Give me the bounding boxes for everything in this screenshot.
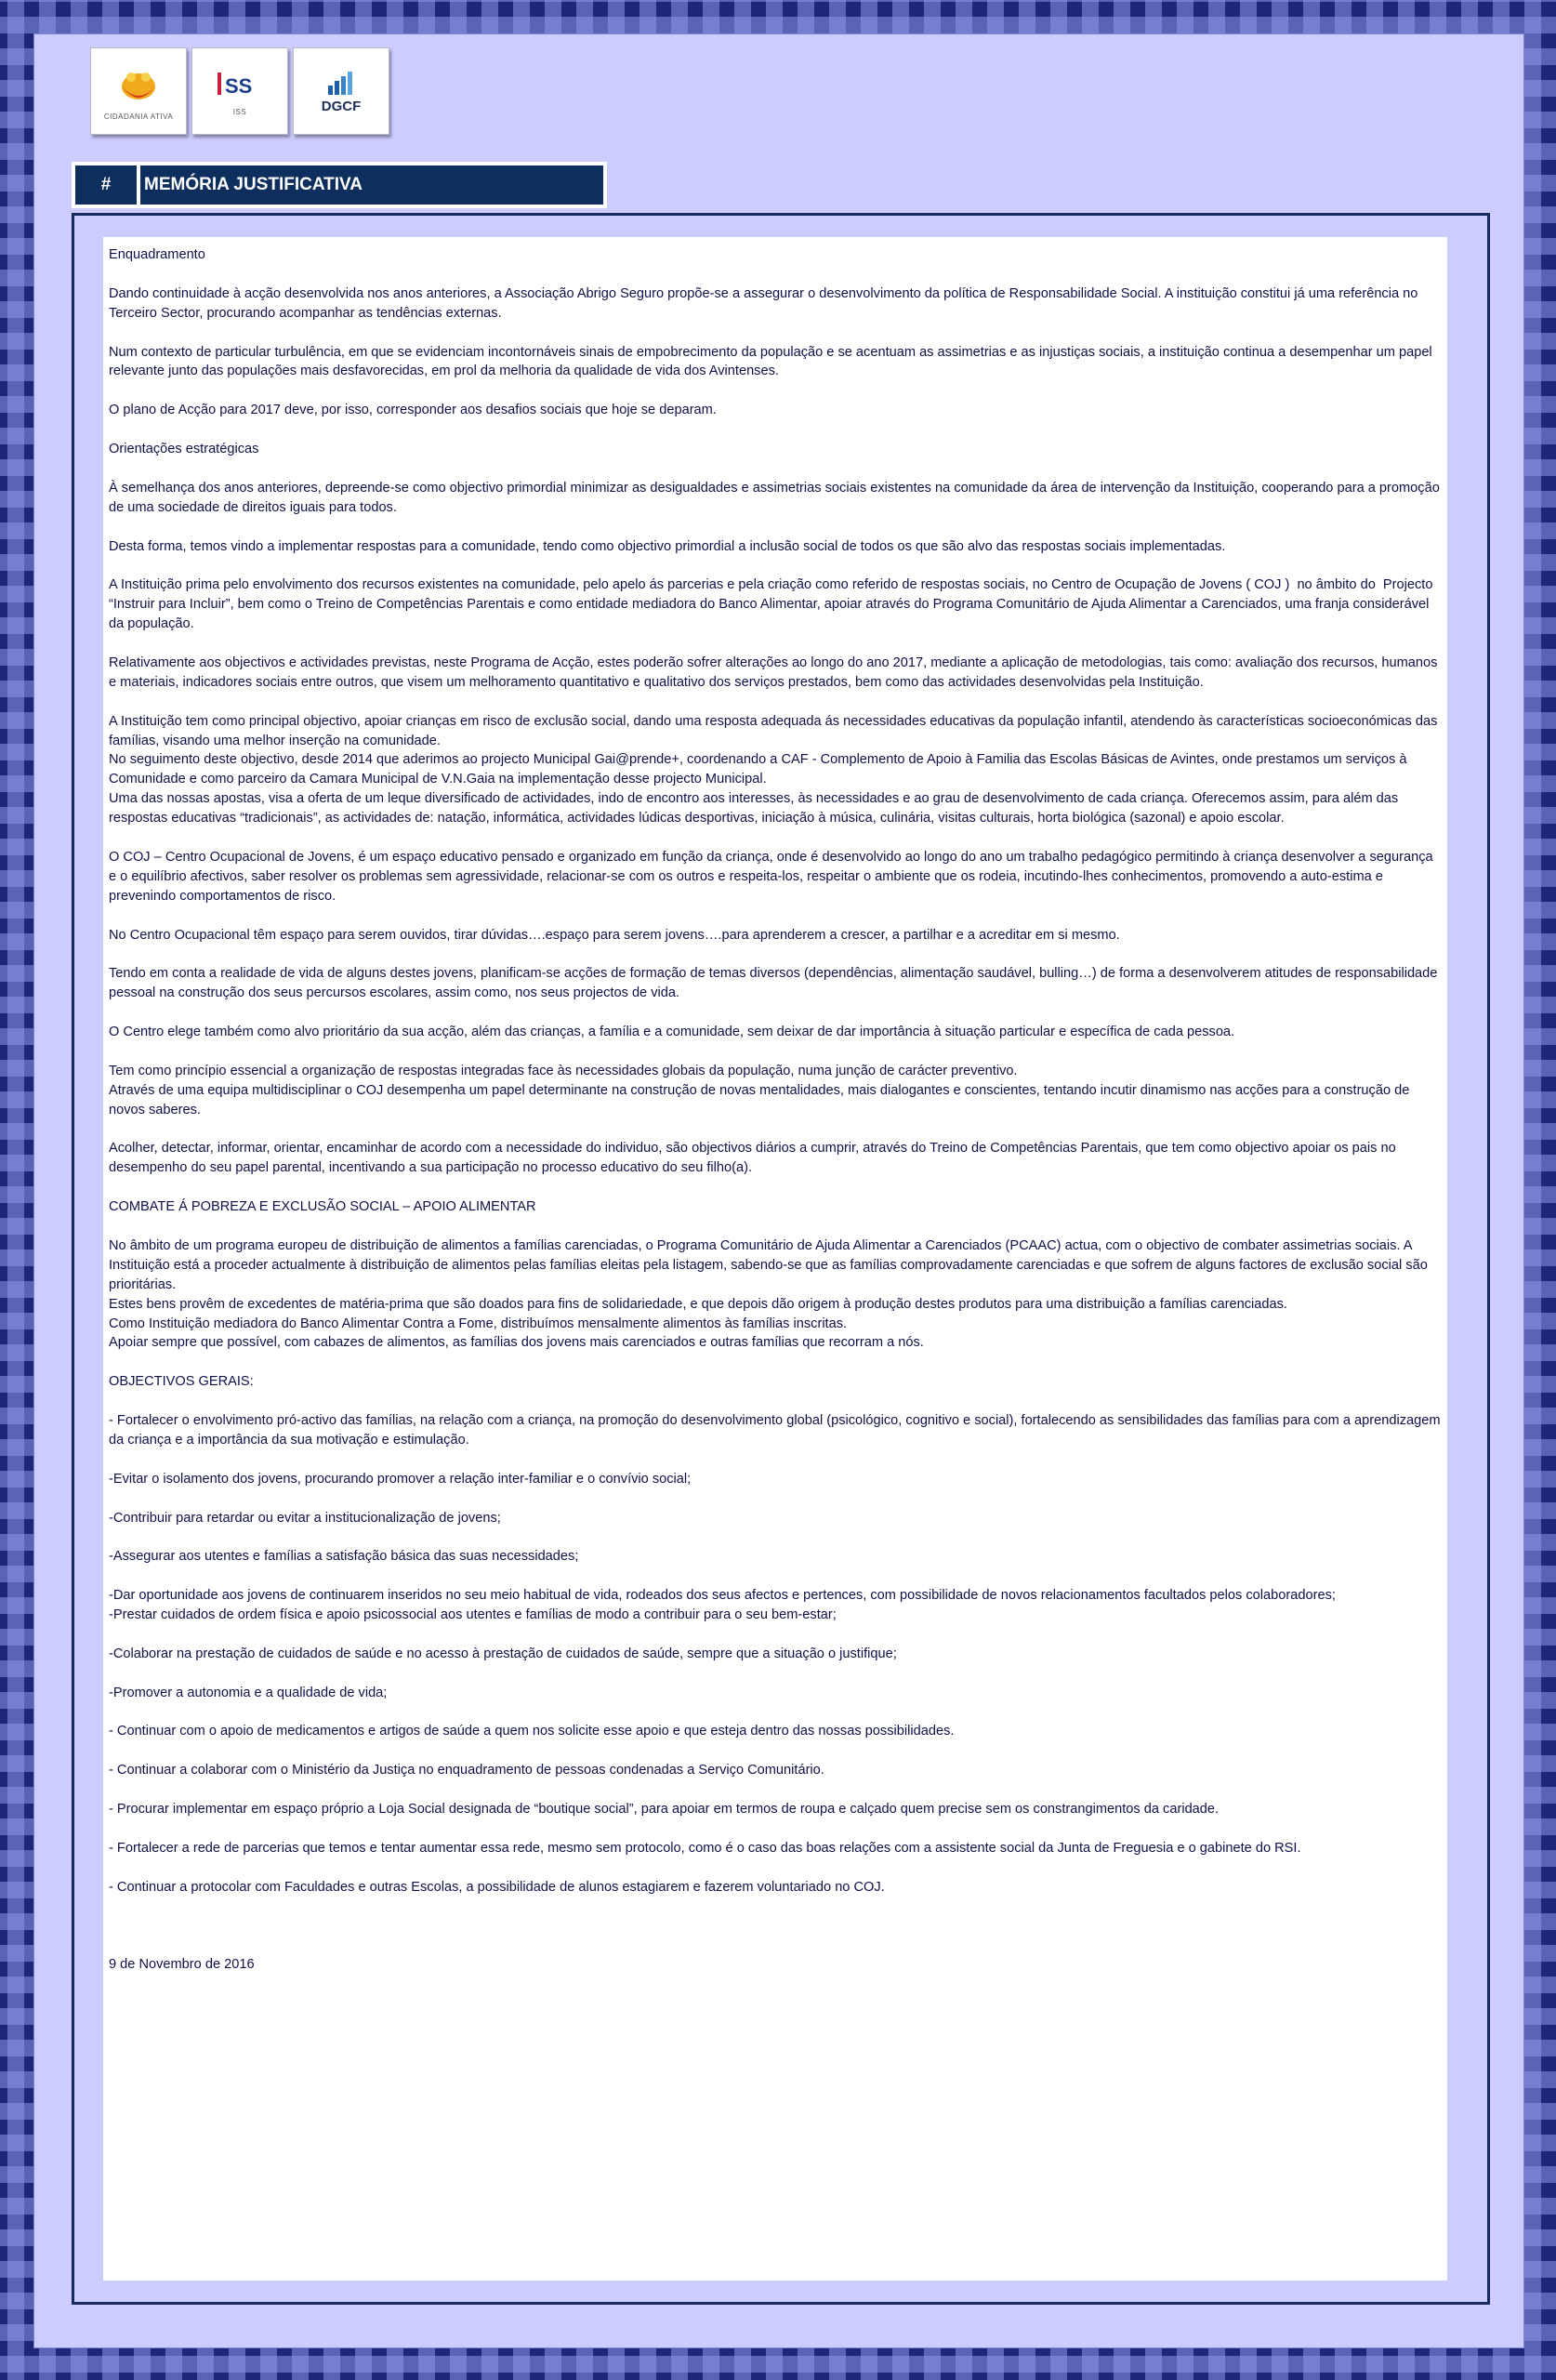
blank-line bbox=[109, 459, 1441, 479]
body-paragraph: Uma das nossas apostas, visa a oferta de um leque diversificado de actividades, indo de encontro aos interesses, às necessidades e ao grau de desenvolvimento de cada criança. Oferecemos assim, para além das respostas educativas “tradicionais”, as actividades de: natação, informática, actividades lúdicas desportivas, iniciação à música, culinária, visitas culturais, horta biológica (sazonal) e apoio escolar. bbox=[109, 791, 1403, 826]
body-paragraph: -Promover a autonomia e a qualidade de vida; bbox=[109, 1685, 388, 1700]
iss-logo-icon bbox=[212, 67, 268, 104]
cidadania-logo-text: CIDADANIA ATIVA bbox=[103, 112, 174, 121]
blank-line bbox=[109, 1819, 1441, 1839]
blank-line bbox=[109, 906, 1441, 926]
blank-line bbox=[109, 1042, 1441, 1062]
blank-line bbox=[109, 381, 1441, 401]
blank-line bbox=[109, 1450, 1441, 1470]
body-paragraph: Dando continuidade à acção desenvolvida nos anos anteriores, a Associação Abrigo Seguro propõe-se a assegurar o desenvolvimento da política de Responsabilidade Social. A instituição constitui já uma referência no Terceiro Sector, procurando acompanhar as tendências externas. bbox=[109, 285, 1422, 321]
blank-line bbox=[109, 1120, 1441, 1140]
dgcf-logo bbox=[293, 47, 389, 135]
body-paragraph: O Centro elege também como alvo prioritário da sua acção, além das crianças, a família e a comunidade, sem deixar de dar importância à situação particular e específica de cada pessoa. bbox=[109, 1025, 1235, 1040]
iss-logo-text: ISS bbox=[232, 107, 247, 116]
body-paragraph: COMBATE Á POBREZA E EXCLUSÃO SOCIAL – APOIO ALIMENTAR bbox=[109, 1199, 536, 1215]
section-number: # bbox=[75, 165, 137, 205]
body-paragraph: A Instituição tem como principal objectivo, apoiar crianças em risco de exclusão social, dando uma resposta adequada ás necessidades educativas da população infantil, atendendo às características socioeconómicas das famílias, visando uma melhor inserção na comunidade. bbox=[109, 713, 1442, 748]
blank-line bbox=[109, 1178, 1441, 1197]
body-paragraph: - Fortalecer a rede de parcerias que temos e tentar aumentar essa rede, mesmo sem protocolo, como é o caso das boas relações com a assistente social da Junta de Freguesia e o gabinete do RSI. bbox=[109, 1840, 1301, 1856]
blank-line bbox=[109, 1353, 1441, 1372]
body-paragraph: O COJ – Centro Ocupacional de Jovens, é um espaço educativo pensado e organizado em função da criança, onde é desenvolvido ao longo do ano um trabalho pedagógico permitindo à criança desenvolver a segurança e o equilíbrio afectivos, saber resolver os problemas sem agressividade, relacionar-se com os outros e respeita-los, respeitar o ambiente que os rodeia, incutindo-lhes conhecimentos, promovendo a auto-estima e prevenindo comportamentos de risco. bbox=[109, 849, 1437, 904]
blank-line bbox=[109, 1741, 1441, 1761]
blank-line bbox=[109, 518, 1441, 537]
blank-line bbox=[109, 1392, 1441, 1411]
body-paragraph: Acolher, detectar, informar, orientar, encaminhar de acordo com a necessidade do individuo, são objectivos diários a cumprir, através do Treino de Competências Parentais, que tem como objectivo apoiar os pais no desempenho do seu papel parental, incentivando a sua participação no processo educativo do seu filho(a). bbox=[109, 1141, 1400, 1176]
body-paragraph: À semelhança dos anos anteriores, depreende-se como objectivo primordial minimizar as desigualdades e assimetrias sociais existentes na comunidade da área de intervenção da Instituição, cooperando para a promoção de uma sociedade de direitos iguais para todos. bbox=[109, 480, 1444, 515]
blank-line bbox=[109, 945, 1441, 964]
blank-line bbox=[109, 828, 1441, 848]
body-paragraph: Tendo em conta a realidade de vida de alguns destes jovens, planificam-se acções de formação de temas diversos (dependências, alimentação saudável, bulling…) de forma a desenvolverem atitudes de responsabilidade pessoal na construção dos seus percursos escolares, assim como, nos seus projectos de vida. bbox=[109, 966, 1442, 1001]
blank-line bbox=[109, 1527, 1441, 1547]
body-paragraph: Através de uma equipa multidisciplinar o COJ desempenha um papel determinante na construção de novas mentalidades, mais dialogantes e conscientes, tentando incutir dinamismo nas acções para a construção de novos saberes. bbox=[109, 1082, 1414, 1117]
body-paragraph: - Continuar com o apoio de medicamentos e artigos de saúde a quem nos solicite esse apoio e que esteja dentro das nossas possibilidades. bbox=[109, 1724, 955, 1739]
body-paragraph: Relativamente aos objectivos e actividades previstas, neste Programa de Acção, estes poderão sofrer alterações ao longo do ano 2017, mediante a aplicação de metodologias, tais como: avaliação dos recursos, humanos e materiais, indicadores sociais entre outros, que visem um melhoramento quantitativo e qualitativo dos serviços prestados, bem como das actividades desenvolvidas pela Instituição. bbox=[109, 654, 1442, 690]
body-paragraph: -Dar oportunidade aos jovens de continuarem inseridos no seu meio habitual de vida, rodeados dos seus afectos e pertences, com possibilidade de novos relacionamentos facultados pelos colaboradores; bbox=[109, 1588, 1336, 1604]
dgcf-bars-icon bbox=[323, 69, 360, 97]
cidadania-logo bbox=[90, 47, 187, 135]
blank-line bbox=[109, 1858, 1441, 1878]
body-paragraph: - Continuar a protocolar com Faculdades e outras Escolas, a possibilidade de alunos estagiarem e fazerem voluntariado no COJ. bbox=[109, 1879, 885, 1895]
blank-line bbox=[109, 324, 1441, 343]
blank-line bbox=[109, 1897, 1441, 1917]
body-paragraph: Apoiar sempre que possível, com cabazes de alimentos, as famílias dos jovens mais carenciados e outras famílias que recorram a nós. bbox=[109, 1335, 924, 1351]
body-paragraph: No âmbito de um programa europeu de distribuição de alimentos a famílias carenciadas, o Programa Comunitário de Ajuda Alimentar a Carenciados (PCAAC) actua, com o objectivo de combater assimetrias sociais. A Instituição está a proceder actualmente à distribuição de alimentos pelas famílias eleitas pela listagem, sabendo-se que as famílias comprovadamente carenciadas e que sofrem de alguns factores de exclusão social são prioritárias. bbox=[109, 1237, 1431, 1292]
body-paragraph: -Evitar o isolamento dos jovens, procurando promover a relação inter-familiar e o convívio social; bbox=[109, 1471, 692, 1487]
blank-line bbox=[109, 1936, 1441, 1955]
body-paragraph: No seguimento deste objectivo, desde 2014 que aderimos ao projecto Municipal Gai@prende+, coordenando a CAF - Complemento de Apoio à Familia das Escolas Básicas de Avintes, onde prestamos um serviços à Comunidade e como parceiro da Camara Municipal de V.N.Gaia na implementação desse projecto Municipal. bbox=[109, 752, 1411, 787]
body-paragraph: No Centro Ocupacional têm espaço para serem ouvidos, tirar dúvidas….espaço para serem jovens….para aprenderem a crescer, a partilhar e a acreditar em si mesmo. bbox=[109, 927, 1120, 943]
iss-logo bbox=[191, 47, 288, 135]
body-paragraph: - Fortalecer o envolvimento pró-activo das famílias, na relação com a criança, na promoção do desenvolvimento global (psicológico, cognitivo e social), fortalecendo as sensibilidades das famílias para com a aprendizagem da criança e a importância da sua motivação e estimulação. bbox=[109, 1413, 1444, 1448]
body-paragraph: Desta forma, temos vindo a implementar respostas para a comunidade, tendo como objectivo primordial a inclusão social de todos os que são alvo das respostas sociais implementadas. bbox=[109, 538, 1226, 554]
section-title: MEMÓRIA JUSTIFICATIVA bbox=[140, 165, 603, 205]
blank-line bbox=[109, 265, 1441, 284]
blank-line bbox=[109, 556, 1441, 575]
body-paragraph: Orientações estratégicas bbox=[109, 442, 259, 456]
body-paragraph: - Procurar implementar em espaço próprio a Loja Social designada de “boutique social”, para apoiar em termos de roupa e calçado quem precise sem os constrangimentos da caridade. bbox=[109, 1802, 1220, 1818]
body-paragraph: Como Instituição mediadora do Banco Alimentar Contra a Fome, distribuímos mensalmente alimentos às famílias inscritas. bbox=[109, 1316, 848, 1331]
body-paragraph: A Instituição prima pelo envolvimento dos recursos existentes na comunidade, pelo apelo ás parcerias e pela criação como referido de respostas sociais, no Centro de Ocupação de Jovens ( COJ ) no âmbito do Projecto “Instruir para Incluir”, bem como o Treino de Competências Parentais e como entidade mediadora do Banco Alimentar, apoiar através do Programa Comunitário de Ajuda Alimentar a Carenciados, uma franja considerável da população. bbox=[109, 577, 1437, 632]
section-heading bbox=[72, 162, 607, 208]
page bbox=[33, 33, 1524, 2348]
blank-line bbox=[109, 1625, 1441, 1645]
blank-line bbox=[109, 1703, 1441, 1723]
blank-line bbox=[109, 1489, 1441, 1509]
blank-line bbox=[109, 420, 1441, 440]
blank-line bbox=[109, 1567, 1441, 1586]
blank-line bbox=[109, 1664, 1441, 1684]
body-paragraph: -Assegurar aos utentes e famílias a satisfação básica das suas necessidades; bbox=[109, 1549, 579, 1565]
blank-line bbox=[109, 634, 1441, 654]
blank-line bbox=[109, 693, 1441, 712]
body-paragraph: Estes bens provêm de excedentes de matéria-prima que são doados para fins de solidariedade, e que depois dão origem à produção destes produtos para uma distribuição a famílias carenciadas. bbox=[109, 1296, 1287, 1312]
body-paragraph: 9 de Novembro de 2016 bbox=[109, 1957, 255, 1973]
body-paragraph: -Contribuir para retardar ou evitar a institucionalização de jovens; bbox=[109, 1510, 501, 1526]
body-paragraph: -Prestar cuidados de ordem física e apoio psicossocial aos utentes e famílias de modo a contribuir para o seu bem-estar; bbox=[109, 1607, 837, 1623]
blank-line bbox=[109, 1916, 1441, 1936]
cidadania-logo-icon bbox=[109, 62, 168, 109]
body-paragraph: Num contexto de particular turbulência, em que se evidenciam incontornáveis sinais de empobrecimento da população e se acentuam as assimetrias e as injustiças sociais, a instituição continua a desempenhar um papel relevante junto das populações mais desfavorecidas, em prol da melhoria da qualidade de vida dos Avintenses. bbox=[109, 344, 1436, 379]
blank-line bbox=[109, 1003, 1441, 1023]
blank-line bbox=[109, 1780, 1441, 1800]
body-paragraph: - Continuar a colaborar com o Ministério da Justiça no enquadramento de pessoas condenadas a Serviço Comunitário. bbox=[109, 1763, 824, 1778]
body-paragraph: OBJECTIVOS GERAIS: bbox=[109, 1374, 254, 1390]
document-body bbox=[103, 237, 1447, 2281]
body-paragraph: Tem como princípio essencial a organização de respostas integradas face às necessidades globais da população, numa junção de carácter preventivo. bbox=[109, 1063, 1018, 1078]
dgcf-logo-text: DGCF bbox=[321, 98, 362, 114]
body-paragraph: O plano de Acção para 2017 deve, por isso, corresponder aos desafios sociais que hoje se deparam. bbox=[109, 403, 717, 418]
svg-text:SS: SS bbox=[225, 73, 253, 98]
body-paragraph: Enquadramento bbox=[109, 247, 205, 262]
blank-line bbox=[109, 1217, 1441, 1236]
body-paragraph: -Colaborar na prestação de cuidados de saúde e no acesso à prestação de cuidados de saúde, sempre que a situação o justifique; bbox=[109, 1646, 897, 1661]
